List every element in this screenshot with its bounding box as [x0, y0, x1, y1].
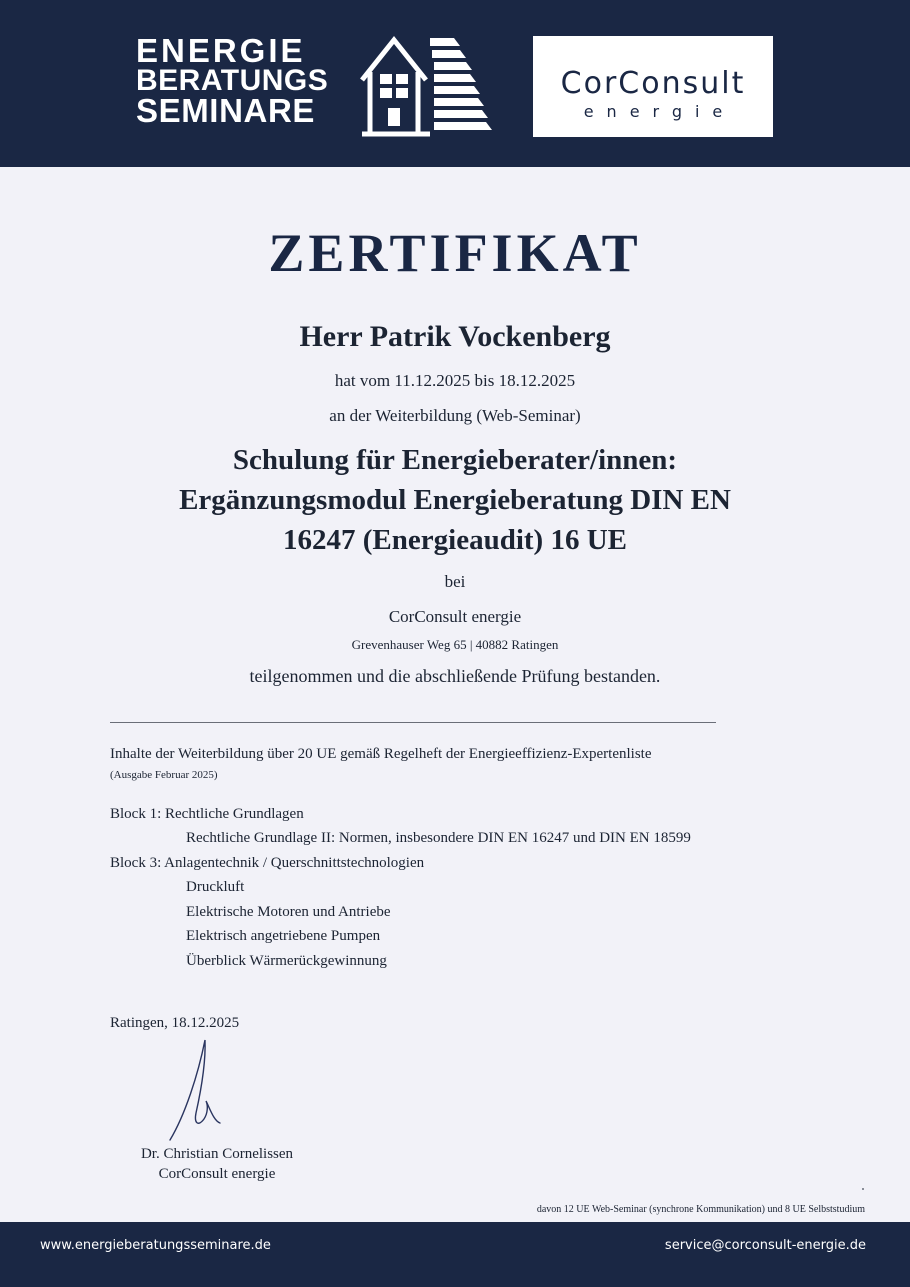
block-3-item: Druckluft — [186, 879, 245, 895]
logo-wordmark — [136, 32, 329, 129]
place-date: Ratingen, 18.12.2025 — [110, 1015, 240, 1031]
course-dates: hat vom 11.12.2025 bis 18.12.2025 — [334, 371, 576, 390]
result-statement: teilgenommen und die abschließende Prüfung bestanden. — [249, 666, 661, 686]
signer-name: Dr. Christian Cornelissen — [140, 1146, 294, 1162]
website-link[interactable]: www.energieberatungsseminare.de — [40, 1238, 271, 1253]
block-3-item: Überblick Wärmerückgewinnung — [186, 953, 387, 969]
house-energy-label-icon — [354, 36, 496, 138]
signer-block — [110, 1144, 324, 1184]
corconsult-logo-sub: energie — [583, 102, 736, 121]
header-bar — [0, 0, 910, 167]
course-format: an der Weiterbildung (Web-Seminar) — [329, 406, 581, 425]
corconsult-logo — [533, 36, 773, 137]
footer-bar — [0, 1222, 910, 1287]
email-link[interactable]: service@corconsult-energie.de — [664, 1238, 866, 1253]
provider-name: CorConsult energie — [388, 607, 522, 626]
energieberatungsseminare-logo — [136, 32, 496, 138]
handwritten-signature — [160, 1035, 230, 1145]
block-3-item: Elektrische Motoren und Antriebe — [186, 904, 391, 920]
recipient-name: Herr Patrik Vockenberg — [299, 320, 611, 353]
corconsult-logo-name: CorConsult — [560, 66, 746, 101]
course-title-line-3: 16247 (Energieaudit) 16 UE — [283, 524, 627, 556]
footnote: davon 12 UE Web-Seminar (synchrone Kommunikation) und 8 UE Selbststudium — [536, 1204, 865, 1215]
contents-intro: Inhalte der Weiterbildung über 20 UE gemäß Regelheft der Energieeffizienz-Expertenliste — [110, 746, 652, 762]
contents-edition: (Ausgabe Februar 2025) — [110, 769, 218, 781]
signer-org: CorConsult energie — [158, 1166, 276, 1182]
certificate-title: ZERTIFIKAT — [268, 223, 642, 283]
at-label: bei — [444, 572, 466, 591]
course-title-line-2: Ergänzungsmodul Energieberatung DIN EN — [179, 484, 731, 516]
block-1-item: Rechtliche Grundlage II: Normen, insbesondere DIN EN 16247 und DIN EN 18599 — [186, 830, 691, 846]
course-title — [100, 440, 810, 560]
block-3-title: Block 3: Anlagentechnik / Querschnittstechnologien — [110, 855, 425, 871]
section-divider — [110, 722, 716, 723]
logo-line-1: ENERGIE — [136, 32, 306, 69]
provider-address: Grevenhauser Weg 65 | 40882 Ratingen — [351, 637, 559, 652]
logo-line-3: SEMINARE — [136, 92, 315, 129]
logo-line-2: BERATUNGS — [136, 64, 329, 97]
block-3-item: Elektrisch angetriebene Pumpen — [186, 928, 381, 944]
block-1-title: Block 1: Rechtliche Grundlagen — [110, 806, 304, 822]
decorative-dot — [862, 1188, 864, 1190]
course-title-line-1: Schulung für Energieberater/innen: — [232, 444, 678, 476]
